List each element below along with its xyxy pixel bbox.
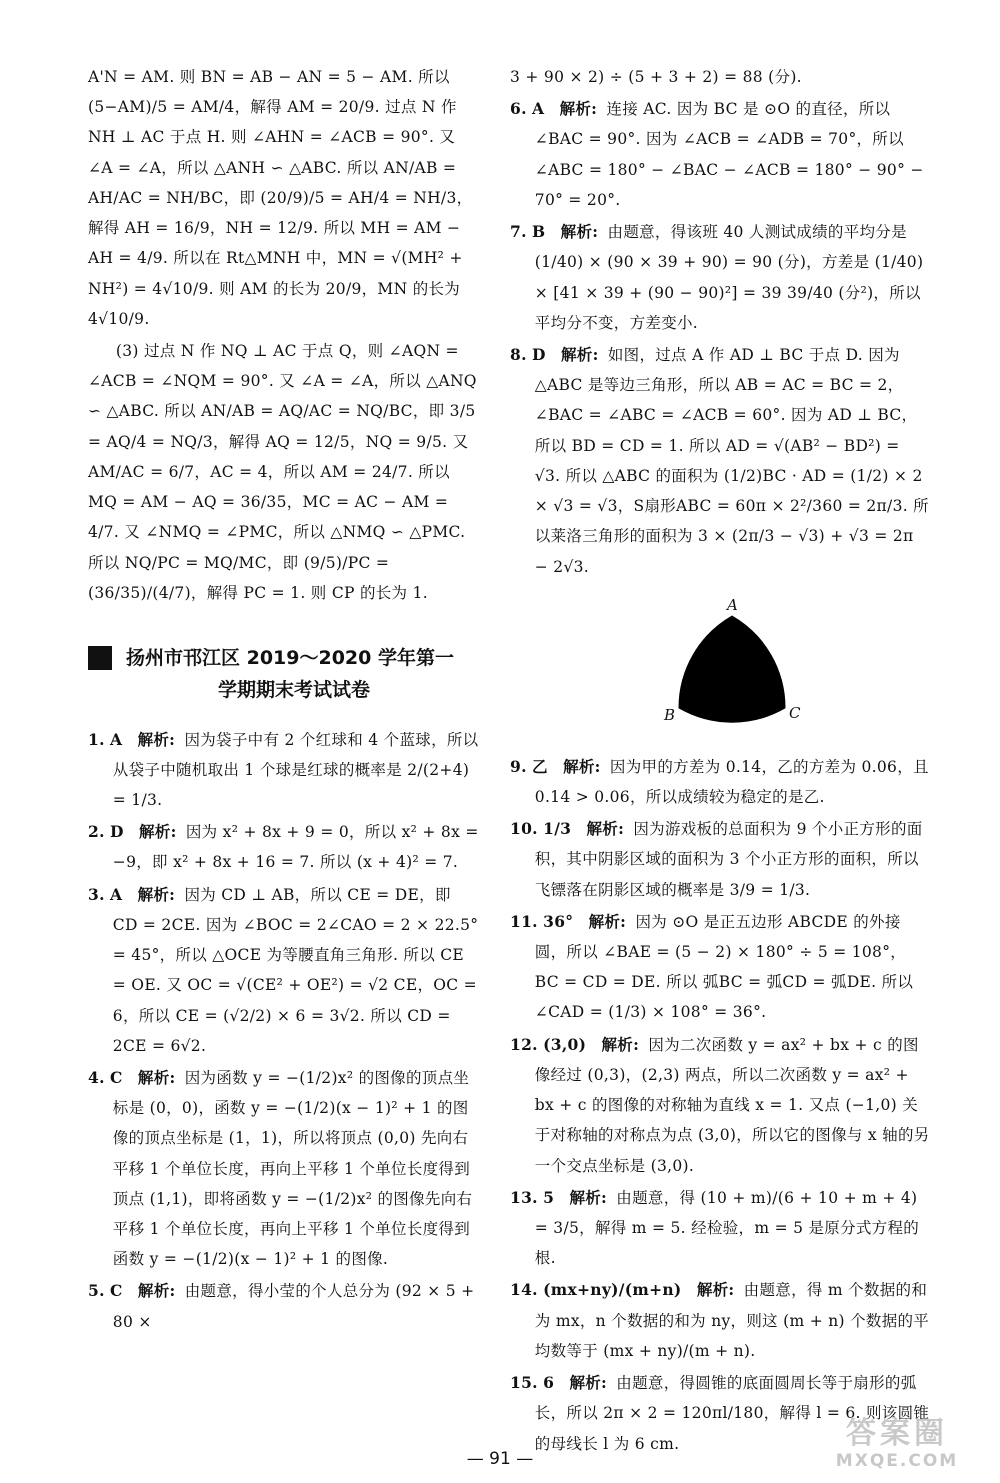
item-answer: A	[110, 729, 123, 749]
item-number: 5.	[88, 1281, 105, 1301]
item-analysis-text: 连接 AC. 因为 BC 是 ⊙O 的直径，所以 ∠BAC = 90°. 因为 ∠ACB = ∠ADB = 70°，所以 ∠ABC = 180° − ∠BAC − ∠ACB = 180° − 90° − 70° = 20°.	[534, 100, 924, 209]
item-number: 3.	[88, 884, 105, 904]
answer-item-3	[88, 880, 480, 1061]
item-number: 12.	[510, 1034, 538, 1054]
item-analysis-tag: 解析:	[569, 1187, 608, 1207]
item-number: 15.	[510, 1373, 538, 1393]
item-number: 8.	[510, 344, 527, 364]
item-analysis-tag: 解析:	[139, 822, 177, 842]
item-number: 13.	[510, 1187, 538, 1207]
vertex-label-b: B	[664, 705, 676, 724]
item-analysis-tag: 解析:	[561, 344, 599, 364]
item-analysis-text: 因为袋子中有 2 个红球和 4 个蓝球，所以从袋子中随机取出 1 个球是红球的概率是 2/(2+4) = 1/3.	[112, 730, 479, 809]
reuleaux-triangle-figure	[510, 595, 930, 744]
item-5-continuation: 3 + 90 × 2) ÷ (5 + 3 + 2) = 88 (分).	[510, 68, 802, 86]
item-number: 14.	[510, 1280, 538, 1300]
answer-item-6	[510, 94, 930, 215]
item-analysis-tag: 解析:	[137, 884, 176, 904]
item-analysis-tag: 解析:	[137, 1067, 176, 1087]
answer-item-4	[88, 1063, 480, 1275]
item-number: 1.	[88, 729, 105, 749]
item-analysis-text: 由题意，得 (10 + m)/(6 + 10 + m + 4) = 3/5，解得 m = 5. 经检验，m = 5 是原分式方程的根.	[534, 1188, 920, 1268]
item-analysis-text: 由题意，得 m 个数据的和为 mx，n 个数据的和为 ny，则这 (m + n) 个数据的平均数等于 (mx + ny)/(m + n).	[534, 1281, 930, 1360]
item-answer: C	[110, 1067, 123, 1087]
vertex-label-c: C	[789, 703, 801, 722]
item-answer: D	[110, 822, 124, 842]
item-analysis-text: 因为 CD ⊥ AB，所以 CE = DE，即 CD = 2CE. 因为 ∠BOC = 2∠CAO = 2 × 22.5° = 45°，所以 △OCE 为等腰直角三角形. 所以 CE = OE. 又 OC = √(CE² + OE²) = √2 CE，OC = 6，所以 CE = (√2/2) × 6 = 3√2. 所以 CD = 2CE = 6√2.	[112, 885, 479, 1055]
item-analysis-tag: 解析:	[137, 1281, 176, 1301]
answer-item-8	[510, 340, 930, 582]
item-answer: 5	[543, 1187, 555, 1207]
item-number: 7.	[510, 222, 527, 242]
item-analysis-text: 因为函数 y = −(1/2)x² 的图像的顶点坐标是 (0，0)，函数 y = −(1/2)(x − 1)² + 1 的图像的顶点坐标是 (1，1)，所以将顶点 (0,0) 先向右平移 1 个单位长度，再向上平移 1 个单位长度得到顶点 (1,1)，即将函数 y = −(1/2)x² 的图像先向右平移 1 个单位长度，再向上平移 1 个单位长度得到函数 y = −(1/2)(x − 1)² + 1 的图像.	[112, 1068, 473, 1269]
item-number: 2.	[88, 822, 105, 842]
answer-item-9	[510, 752, 930, 812]
section-title-line2: 学期期末考试试卷	[217, 679, 370, 702]
item-analysis-text: 由题意，得该班 40 人测试成绩的平均分是 (1/40) × (90 × 39 + 90) = 90 (分)，方差是 (1/40) × [41 × 39 + (90 − 90)²] = 39 39/40 (分²)，所以平均分不变，方差变小.	[534, 223, 924, 332]
watermark-logo	[812, 1417, 982, 1477]
item-answer: B	[532, 222, 546, 242]
item-analysis-tag: 解析:	[559, 99, 598, 119]
vertex-label-a: A	[727, 595, 738, 614]
item-analysis-tag: 解析:	[588, 911, 627, 931]
answer-item-11	[510, 907, 930, 1028]
watermark-line1: 答案圈	[846, 1416, 948, 1451]
page-number: — 91 —	[466, 1449, 534, 1469]
item-number: 10.	[510, 819, 538, 839]
item-analysis-tag: 解析:	[137, 729, 176, 749]
item-analysis-text: 因为 x² + 8x + 9 = 0，所以 x² + 8x = −9，即 x² + 8x + 16 = 7. 所以 (x + 4)² = 7.	[112, 823, 479, 872]
item-answer: 6	[543, 1373, 555, 1393]
answer-item-2	[88, 817, 480, 877]
item-analysis-tag: 解析:	[601, 1034, 640, 1054]
section-marker-icon	[88, 646, 112, 670]
item-answer: A	[532, 99, 545, 119]
solution-paragraph-1: A'N = AM. 则 BN = AB − AN = 5 − AM. 所以 (5−AM)/5 = AM/4，解得 AM = 20/9. 过点 N 作 NH ⊥ AC 于点 H. 则 ∠AHN = ∠ACB = 90°. 又 ∠A = ∠A，所以 △ANH ∽ △ABC. 所以 AN/AB = AH/AC = NH/BC，即 (20/9)/5 = AH/4 = NH/3，解得 AH = 16/9，NH = 12/9. 所以 MH = AM − AH = 4/9. 所以在 Rt△MNH 中，MN = √(MH² + NH²) = 4√10/9. 则 AM 的长为 20/9，MN 的长为 4√10/9.	[88, 68, 473, 328]
answer-item-5	[88, 1276, 480, 1336]
item-answer: A	[110, 884, 123, 904]
answer-item-13	[510, 1183, 930, 1274]
item-analysis-text: 因为二次函数 y = ax² + bx + c 的图像经过 (0,3)，(2,3) 两点，所以二次函数 y = ax² + bx + c 的图像的对称轴为直线 x = 1. 又点 (−1,0) 关于对称轴的对称点为点 (3,0)，所以它的图像与 x 轴的另一个交点坐标是 (3,0).	[534, 1035, 930, 1175]
answer-item-7	[510, 217, 930, 338]
answer-item-14	[510, 1275, 930, 1366]
item-answer: (3,0)	[543, 1034, 587, 1054]
answer-list-left	[88, 725, 480, 1337]
left-column	[88, 62, 480, 1339]
solution-paragraph-2: (3) 过点 N 作 NQ ⊥ AC 于点 Q，则 ∠AQN = ∠ACB = ∠NQM = 90°. 又 ∠A = ∠A，所以 △ANQ ∽ △ABC. 所以 AN/AB = AQ/AC = NQ/BC，即 3/5 = AQ/4 = NQ/3，解得 AQ = 12/5，NQ = 9/5. 又 AM/AC = 6/7，AC = 4，所以 AM = 24/7. 所以 MQ = AM − AQ = 36/35，MC = AC − AM = 4/7. 又 ∠NMQ = ∠PMC，所以 △NMQ ∽ △PMC. 所以 NQ/PC = MQ/MC，即 (9/5)/PC = (36/35)/(4/7)，解得 PC = 1. 则 CP 的长为 1.	[88, 341, 477, 602]
item-analysis-tag: 解析:	[560, 222, 599, 242]
right-column	[510, 62, 930, 1461]
item-number: 6.	[510, 99, 527, 119]
reuleaux-triangle-svg	[510, 604, 930, 744]
watermark-line2: MXQE.COM	[835, 1451, 959, 1471]
item-analysis-text: 因为游戏板的总面积为 9 个小正方形的面积，其中阴影区域的面积为 3 个小正方形的面积，所以飞镖落在阴影区域的概率是 3/9 = 1/3.	[534, 820, 923, 899]
section-title-line1: 扬州市邗江区 2019～2020 学年第一	[126, 646, 454, 669]
item-number: 11.	[510, 911, 538, 931]
item-analysis-text: 因为甲的方差为 0.14，乙的方差为 0.06，且 0.14 > 0.06，所以成绩较为稳定的是乙.	[534, 757, 929, 806]
item-analysis-tag: 解析:	[569, 1373, 608, 1393]
item-analysis-text: 由题意，得小莹的个人总分为 (92 × 5 + 80 ×	[112, 1282, 475, 1331]
item-answer: 1/3	[543, 819, 572, 839]
item-analysis-tag: 解析:	[586, 819, 625, 839]
item-answer: 36°	[543, 911, 574, 931]
reuleaux-triangle-shape	[679, 616, 785, 722]
answer-item-10	[510, 814, 930, 905]
item-analysis-tag: 解析:	[563, 756, 601, 776]
item-number: 4.	[88, 1067, 105, 1087]
item-answer: C	[110, 1281, 123, 1301]
item-analysis-text: 由题意，得圆锥的底面圆周长等于扇形的弧长，所以 2π × 2 = 120πl/180，解得 l = 6. 则该圆锥的母线长 l 为 6 cm.	[534, 1374, 930, 1453]
item-answer: (mx+ny)/(m+n)	[543, 1280, 682, 1300]
section-header	[88, 642, 480, 707]
item-answer: D	[532, 344, 546, 364]
item-analysis-text: 如图，过点 A 作 AD ⊥ BC 于点 D. 因为 △ABC 是等边三角形，所以 AB = AC = BC = 2，∠BAC = ∠ABC = ∠ACB = 60°. 因为 AD ⊥ BC，所以 BD = CD = 1. 所以 AD = √(AB² − BD²) = √3. 所以 △ABC 的面积为 (1/2)BC · AD = (1/2) × 2 × √3 = √3，S扇形ABC = 60π × 2²/360 = 2π/3. 所以莱洛三角形的面积为 3 × (2π/3 − √3) + √3 = 2π − 2√3.	[534, 345, 929, 576]
item-number: 9.	[510, 756, 527, 776]
answer-item-12	[510, 1030, 930, 1181]
item-answer: 乙	[532, 756, 548, 776]
item-analysis-tag: 解析:	[696, 1280, 735, 1300]
item-analysis-text: 因为 ⊙O 是正五边形 ABCDE 的外接圆，所以 ∠BAE = (5 − 2) × 180° ÷ 5 = 108°，BC = CD = DE. 所以 弧BC = 弧CD = 弧DE. 所以 ∠CAD = (1/3) × 108° = 36°.	[534, 912, 914, 1022]
answer-item-1	[88, 725, 480, 816]
